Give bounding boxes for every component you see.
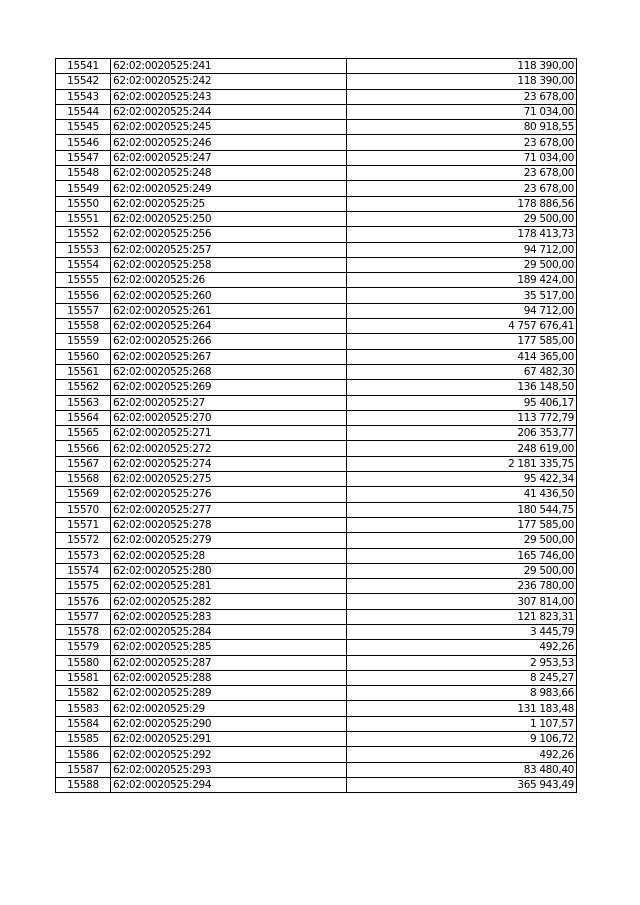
table-row bbox=[56, 533, 577, 548]
cadastral-number-cell: 62:02:0020525:28 bbox=[111, 548, 347, 563]
cadastral-number-cell: 62:02:0020525:257 bbox=[111, 242, 347, 257]
cadastral-number-cell: 62:02:0020525:264 bbox=[111, 319, 347, 334]
cadastral-value-cell: 94 712,00 bbox=[347, 303, 577, 318]
table-row bbox=[56, 732, 577, 747]
cadastral-value-cell: 23 678,00 bbox=[347, 135, 577, 150]
cadastral-number-cell: 62:02:0020525:241 bbox=[111, 59, 347, 74]
row-number-cell: 15568 bbox=[56, 472, 111, 487]
cadastral-value-cell: 492,26 bbox=[347, 640, 577, 655]
cadastral-number-cell: 62:02:0020525:291 bbox=[111, 732, 347, 747]
row-number-cell: 15544 bbox=[56, 104, 111, 119]
row-number-cell: 15565 bbox=[56, 426, 111, 441]
cadastral-value-cell: 71 034,00 bbox=[347, 150, 577, 165]
cadastral-number-cell: 62:02:0020525:249 bbox=[111, 181, 347, 196]
row-number-cell: 15562 bbox=[56, 380, 111, 395]
cadastral-value-cell: 206 353,77 bbox=[347, 426, 577, 441]
cadastral-number-cell: 62:02:0020525:278 bbox=[111, 517, 347, 532]
row-number-cell: 15576 bbox=[56, 594, 111, 609]
cadastral-value-cell: 67 482,30 bbox=[347, 364, 577, 379]
row-number-cell: 15577 bbox=[56, 609, 111, 624]
table-row bbox=[56, 609, 577, 624]
cadastral-number-cell: 62:02:0020525:290 bbox=[111, 716, 347, 731]
row-number-cell: 15549 bbox=[56, 181, 111, 196]
row-number-cell: 15573 bbox=[56, 548, 111, 563]
cadastral-number-cell: 62:02:0020525:27 bbox=[111, 395, 347, 410]
table-row bbox=[56, 349, 577, 364]
row-number-cell: 15584 bbox=[56, 716, 111, 731]
row-number-cell: 15560 bbox=[56, 349, 111, 364]
table-row bbox=[56, 686, 577, 701]
row-number-cell: 15543 bbox=[56, 89, 111, 104]
row-number-cell: 15574 bbox=[56, 563, 111, 578]
row-number-cell: 15554 bbox=[56, 257, 111, 272]
table-row bbox=[56, 579, 577, 594]
cadastral-value-cell: 29 500,00 bbox=[347, 211, 577, 226]
table-row bbox=[56, 242, 577, 257]
table-row bbox=[56, 670, 577, 685]
cadastral-value-cell: 23 678,00 bbox=[347, 89, 577, 104]
row-number-cell: 15548 bbox=[56, 166, 111, 181]
cadastral-value-cell: 236 780,00 bbox=[347, 579, 577, 594]
row-number-cell: 15556 bbox=[56, 288, 111, 303]
row-number-cell: 15563 bbox=[56, 395, 111, 410]
table-row bbox=[56, 395, 577, 410]
cadastral-number-cell: 62:02:0020525:280 bbox=[111, 563, 347, 578]
cadastral-value-cell: 29 500,00 bbox=[347, 257, 577, 272]
cadastral-value-cell: 29 500,00 bbox=[347, 563, 577, 578]
row-number-cell: 15558 bbox=[56, 319, 111, 334]
row-number-cell: 15547 bbox=[56, 150, 111, 165]
cadastral-value-cell: 29 500,00 bbox=[347, 533, 577, 548]
cadastral-number-cell: 62:02:0020525:267 bbox=[111, 349, 347, 364]
cadastral-value-cell: 118 390,00 bbox=[347, 59, 577, 74]
cadastral-number-cell: 62:02:0020525:279 bbox=[111, 533, 347, 548]
cadastral-number-cell: 62:02:0020525:288 bbox=[111, 670, 347, 685]
cadastral-number-cell: 62:02:0020525:243 bbox=[111, 89, 347, 104]
cadastral-value-cell: 3 445,79 bbox=[347, 624, 577, 639]
cadastral-value-cell: 414 365,00 bbox=[347, 349, 577, 364]
cadastral-value-cell: 121 823,31 bbox=[347, 609, 577, 624]
row-number-cell: 15585 bbox=[56, 732, 111, 747]
cadastral-value-cell: 23 678,00 bbox=[347, 181, 577, 196]
table-row bbox=[56, 227, 577, 242]
cadastral-value-table bbox=[55, 58, 577, 793]
row-number-cell: 15578 bbox=[56, 624, 111, 639]
row-number-cell: 15575 bbox=[56, 579, 111, 594]
row-number-cell: 15586 bbox=[56, 747, 111, 762]
cadastral-value-cell: 23 678,00 bbox=[347, 166, 577, 181]
table-row bbox=[56, 594, 577, 609]
row-number-cell: 15559 bbox=[56, 334, 111, 349]
table-row bbox=[56, 211, 577, 226]
table-row bbox=[56, 120, 577, 135]
table-row bbox=[56, 380, 577, 395]
row-number-cell: 15583 bbox=[56, 701, 111, 716]
cadastral-number-cell: 62:02:0020525:269 bbox=[111, 380, 347, 395]
table-row bbox=[56, 701, 577, 716]
row-number-cell: 15564 bbox=[56, 410, 111, 425]
row-number-cell: 15582 bbox=[56, 686, 111, 701]
cadastral-value-cell: 95 406,17 bbox=[347, 395, 577, 410]
cadastral-number-cell: 62:02:0020525:244 bbox=[111, 104, 347, 119]
row-number-cell: 15581 bbox=[56, 670, 111, 685]
cadastral-number-cell: 62:02:0020525:275 bbox=[111, 472, 347, 487]
cadastral-number-cell: 62:02:0020525:285 bbox=[111, 640, 347, 655]
table-row bbox=[56, 472, 577, 487]
row-number-cell: 15552 bbox=[56, 227, 111, 242]
row-number-cell: 15571 bbox=[56, 517, 111, 532]
table-row bbox=[56, 441, 577, 456]
table-row bbox=[56, 166, 577, 181]
cadastral-number-cell: 62:02:0020525:271 bbox=[111, 426, 347, 441]
cadastral-number-cell: 62:02:0020525:281 bbox=[111, 579, 347, 594]
row-number-cell: 15545 bbox=[56, 120, 111, 135]
cadastral-value-cell: 131 183,48 bbox=[347, 701, 577, 716]
cadastral-number-cell: 62:02:0020525:261 bbox=[111, 303, 347, 318]
table-row bbox=[56, 456, 577, 471]
cadastral-number-cell: 62:02:0020525:26 bbox=[111, 273, 347, 288]
table-row bbox=[56, 89, 577, 104]
cadastral-number-cell: 62:02:0020525:270 bbox=[111, 410, 347, 425]
table-row bbox=[56, 517, 577, 532]
cadastral-number-cell: 62:02:0020525:292 bbox=[111, 747, 347, 762]
table-row bbox=[56, 104, 577, 119]
table-row bbox=[56, 196, 577, 211]
table-row bbox=[56, 334, 577, 349]
cadastral-value-cell: 248 619,00 bbox=[347, 441, 577, 456]
table-row bbox=[56, 181, 577, 196]
cadastral-value-cell: 178 886,56 bbox=[347, 196, 577, 211]
cadastral-value-cell: 1 107,57 bbox=[347, 716, 577, 731]
row-number-cell: 15557 bbox=[56, 303, 111, 318]
row-number-cell: 15541 bbox=[56, 59, 111, 74]
table-row bbox=[56, 135, 577, 150]
cadastral-value-cell: 4 757 676,41 bbox=[347, 319, 577, 334]
cadastral-number-cell: 62:02:0020525:258 bbox=[111, 257, 347, 272]
cadastral-number-cell: 62:02:0020525:277 bbox=[111, 502, 347, 517]
cadastral-value-cell: 8 245,27 bbox=[347, 670, 577, 685]
row-number-cell: 15567 bbox=[56, 456, 111, 471]
table-row bbox=[56, 273, 577, 288]
row-number-cell: 15580 bbox=[56, 655, 111, 670]
cadastral-number-cell: 62:02:0020525:294 bbox=[111, 777, 347, 792]
cadastral-value-cell: 8 983,66 bbox=[347, 686, 577, 701]
table-row bbox=[56, 655, 577, 670]
row-number-cell: 15546 bbox=[56, 135, 111, 150]
table-body bbox=[56, 59, 577, 793]
row-number-cell: 15561 bbox=[56, 364, 111, 379]
table-row bbox=[56, 548, 577, 563]
cadastral-number-cell: 62:02:0020525:293 bbox=[111, 762, 347, 777]
cadastral-number-cell: 62:02:0020525:283 bbox=[111, 609, 347, 624]
cadastral-number-cell: 62:02:0020525:25 bbox=[111, 196, 347, 211]
row-number-cell: 15566 bbox=[56, 441, 111, 456]
table-row bbox=[56, 74, 577, 89]
cadastral-value-cell: 180 544,75 bbox=[347, 502, 577, 517]
table-row bbox=[56, 288, 577, 303]
cadastral-value-cell: 178 413,73 bbox=[347, 227, 577, 242]
table-row bbox=[56, 624, 577, 639]
cadastral-value-cell: 41 436,50 bbox=[347, 487, 577, 502]
cadastral-value-cell: 94 712,00 bbox=[347, 242, 577, 257]
cadastral-value-cell: 2 181 335,75 bbox=[347, 456, 577, 471]
table-row bbox=[56, 364, 577, 379]
row-number-cell: 15570 bbox=[56, 502, 111, 517]
cadastral-value-cell: 71 034,00 bbox=[347, 104, 577, 119]
cadastral-value-cell: 165 746,00 bbox=[347, 548, 577, 563]
cadastral-value-cell: 177 585,00 bbox=[347, 334, 577, 349]
cadastral-value-cell: 492,26 bbox=[347, 747, 577, 762]
table-row bbox=[56, 716, 577, 731]
cadastral-number-cell: 62:02:0020525:256 bbox=[111, 227, 347, 242]
table-row bbox=[56, 319, 577, 334]
cadastral-value-cell: 113 772,79 bbox=[347, 410, 577, 425]
cadastral-value-cell: 83 480,40 bbox=[347, 762, 577, 777]
cadastral-number-cell: 62:02:0020525:260 bbox=[111, 288, 347, 303]
cadastral-number-cell: 62:02:0020525:248 bbox=[111, 166, 347, 181]
cadastral-value-cell: 307 814,00 bbox=[347, 594, 577, 609]
cadastral-number-cell: 62:02:0020525:250 bbox=[111, 211, 347, 226]
cadastral-number-cell: 62:02:0020525:282 bbox=[111, 594, 347, 609]
cadastral-number-cell: 62:02:0020525:246 bbox=[111, 135, 347, 150]
cadastral-value-cell: 80 918,55 bbox=[347, 120, 577, 135]
cadastral-value-cell: 189 424,00 bbox=[347, 273, 577, 288]
row-number-cell: 15588 bbox=[56, 777, 111, 792]
table-row bbox=[56, 410, 577, 425]
cadastral-value-cell: 118 390,00 bbox=[347, 74, 577, 89]
cadastral-number-cell: 62:02:0020525:276 bbox=[111, 487, 347, 502]
cadastral-number-cell: 62:02:0020525:266 bbox=[111, 334, 347, 349]
table-row bbox=[56, 303, 577, 318]
cadastral-number-cell: 62:02:0020525:247 bbox=[111, 150, 347, 165]
table-row bbox=[56, 487, 577, 502]
row-number-cell: 15553 bbox=[56, 242, 111, 257]
row-number-cell: 15542 bbox=[56, 74, 111, 89]
cadastral-value-cell: 136 148,50 bbox=[347, 380, 577, 395]
row-number-cell: 15569 bbox=[56, 487, 111, 502]
table-row bbox=[56, 502, 577, 517]
cadastral-value-cell: 177 585,00 bbox=[347, 517, 577, 532]
cadastral-number-cell: 62:02:0020525:29 bbox=[111, 701, 347, 716]
cadastral-number-cell: 62:02:0020525:242 bbox=[111, 74, 347, 89]
cadastral-number-cell: 62:02:0020525:287 bbox=[111, 655, 347, 670]
table-row bbox=[56, 762, 577, 777]
cadastral-number-cell: 62:02:0020525:289 bbox=[111, 686, 347, 701]
row-number-cell: 15587 bbox=[56, 762, 111, 777]
cadastral-number-cell: 62:02:0020525:272 bbox=[111, 441, 347, 456]
row-number-cell: 15579 bbox=[56, 640, 111, 655]
cadastral-number-cell: 62:02:0020525:284 bbox=[111, 624, 347, 639]
table-row bbox=[56, 640, 577, 655]
table-row bbox=[56, 59, 577, 74]
cadastral-value-cell: 2 953,53 bbox=[347, 655, 577, 670]
table-row bbox=[56, 563, 577, 578]
row-number-cell: 15572 bbox=[56, 533, 111, 548]
cadastral-number-cell: 62:02:0020525:245 bbox=[111, 120, 347, 135]
table-row bbox=[56, 426, 577, 441]
cadastral-value-cell: 9 106,72 bbox=[347, 732, 577, 747]
table-row bbox=[56, 747, 577, 762]
cadastral-value-cell: 95 422,34 bbox=[347, 472, 577, 487]
row-number-cell: 15550 bbox=[56, 196, 111, 211]
row-number-cell: 15551 bbox=[56, 211, 111, 226]
cadastral-value-cell: 365 943,49 bbox=[347, 777, 577, 792]
cadastral-number-cell: 62:02:0020525:274 bbox=[111, 456, 347, 471]
cadastral-number-cell: 62:02:0020525:268 bbox=[111, 364, 347, 379]
row-number-cell: 15555 bbox=[56, 273, 111, 288]
table-row bbox=[56, 257, 577, 272]
table-row bbox=[56, 150, 577, 165]
cadastral-value-cell: 35 517,00 bbox=[347, 288, 577, 303]
table-row bbox=[56, 777, 577, 792]
